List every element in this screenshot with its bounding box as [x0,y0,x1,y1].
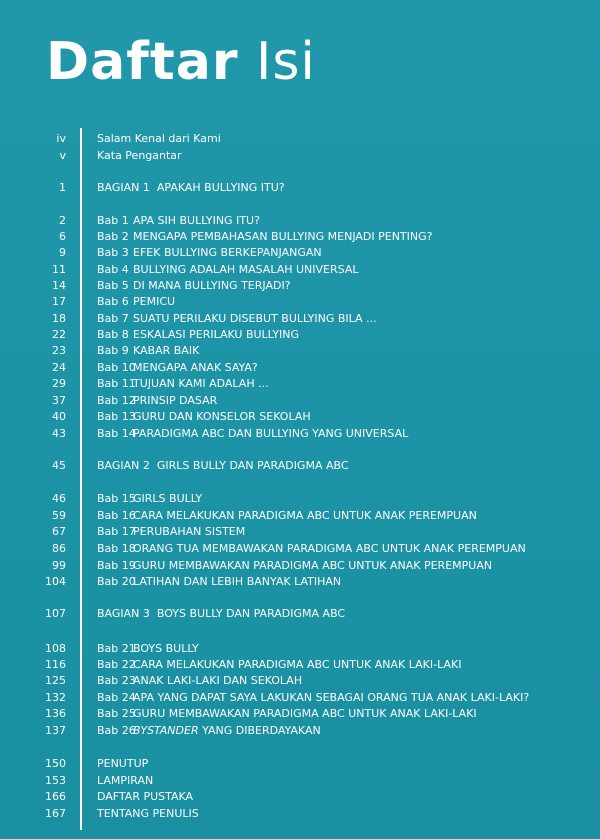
toc-title: GURU DAN KONSELOR SEKOLAH [133,410,311,423]
toc-chapter-label: Bab 21 [97,642,136,655]
toc-emphasis-text: BYSTANDER [133,724,199,737]
toc-title: CARA MELAKUKAN PARADIGMA ABC UNTUK ANAK LAKI-LAKI [133,658,462,671]
toc-entry [0,262,600,278]
toc-entry [0,641,600,657]
toc-chapter-label: Bab 10 [97,361,136,374]
toc-entry [0,789,600,805]
toc-entry-text [97,558,492,574]
toc-page-number: 116 [45,658,66,671]
toc-entry [0,393,600,409]
toc-title: CARA MELAKUKAN PARADIGMA ABC UNTUK ANAK PEREMPUAN [133,509,477,522]
toc-title: PEMICU [133,295,176,308]
toc-entry-text [97,606,345,622]
toc-title: MENGAPA PEMBAHASAN BULLYING MENJADI PENTING? [133,230,433,243]
toc-chapter-label: Bab 15 [97,492,136,505]
toc-title: PARADIGMA ABC DAN BULLYING YANG UNIVERSAL [133,427,409,440]
toc-entry-text [97,180,285,196]
toc-chapter-label: Bab 22 [97,658,136,671]
toc-entry [0,426,600,442]
toc-page-number: 67 [52,525,66,538]
toc-title: ORANG TUA MEMBAWAKAN PARADIGMA ABC UNTUK ANAK PEREMPUAN [133,542,526,555]
toc-page-number: 108 [45,642,66,655]
toc-chapter-label: Bab 17 [97,525,136,538]
toc-chapter-label: Bab 12 [97,394,136,407]
toc-page-number: 18 [52,312,66,325]
toc-entry [0,756,600,772]
toc-title: DAFTAR PUSTAKA [97,790,194,803]
toc-title: ANAK LAKI-LAKI DAN SEKOLAH [133,674,303,687]
toc-page-number: 86 [52,542,66,555]
toc-entry-text [97,723,321,739]
toc-chapter-label: Bab 18 [97,542,136,555]
toc-entry [0,327,600,343]
toc-entry [0,311,600,327]
toc-entry-text [97,327,299,343]
toc-entry [0,343,600,359]
toc-chapter-label: Bab 19 [97,559,136,572]
toc-title: BAGIAN 2 GIRLS BULLY DAN PARADIGMA ABC [97,459,349,472]
toc-title: YANG DIBERDAYAKAN [198,724,321,737]
toc-chapter-label: Bab 11 [97,377,136,390]
toc-entry-text [97,641,199,657]
toc-page-number: 99 [52,559,66,572]
toc-entry-text [97,491,202,507]
toc-entry [0,706,600,722]
toc-entry-text [97,131,221,147]
toc-page-number: 2 [59,214,66,227]
toc-title: BAGIAN 1 APAKAH BULLYING ITU? [97,181,285,194]
toc-chapter-label: Bab 4 [97,263,129,276]
toc-title: TUJUAN KAMI ADALAH ... [133,377,269,390]
toc-page-number: v [59,149,66,162]
toc-entry-text [97,148,182,164]
toc-entry [0,558,600,574]
toc-entry [0,508,600,524]
toc-chapter-label: Bab 24 [97,691,136,704]
toc-entry-text [97,245,322,261]
toc-title: GURU MEMBAWAKAN PARADIGMA ABC UNTUK ANAK PEREMPUAN [133,559,493,572]
toc-entry-text [97,278,291,294]
toc-page-number: 132 [45,691,66,704]
toc-entry-text [97,806,199,822]
toc-title: BOYS BULLY [133,642,199,655]
toc-entry [0,131,600,147]
toc-entry [0,278,600,294]
toc-page-number: 29 [52,377,66,390]
toc-title: BULLYING ADALAH MASALAH UNIVERSAL [133,263,359,276]
toc-entry [0,229,600,245]
toc-page-number: 104 [45,575,66,588]
toc-entry [0,673,600,689]
toc-page-number: 45 [52,459,66,472]
toc-entry-text [97,541,526,557]
toc-chapter-label: Bab 25 [97,707,136,720]
toc-page-number: 1 [59,181,66,194]
toc-entry-text [97,409,311,425]
toc-page-number: 43 [52,427,66,440]
toc-entry [0,806,600,822]
toc-entry [0,773,600,789]
toc-title: PENUTUP [97,757,149,770]
toc-title: APA SIH BULLYING ITU? [133,214,260,227]
toc-entry-text [97,524,245,540]
toc-title: Salam Kenal dari Kami [97,132,221,145]
toc-title: APA YANG DAPAT SAYA LAKUKAN SEBAGAI ORANG TUA ANAK LAKI-LAKI? [133,691,530,704]
toc-title: GURU MEMBAWAKAN PARADIGMA ABC UNTUK ANAK LAKI-LAKI [133,707,477,720]
toc-entry-text [97,789,193,805]
toc-title: ESKALASI PERILAKU BULLYING [133,328,300,341]
toc-chapter-label: Bab 14 [97,427,136,440]
toc-page-number: 14 [52,279,66,292]
toc-title: PRINSIP DASAR [133,394,218,407]
toc-page-number: 23 [52,344,66,357]
toc-page-number: 153 [45,774,66,787]
toc-page-number: 46 [52,492,66,505]
toc-page-number: iv [56,132,66,145]
toc-entry [0,376,600,392]
toc-chapter-label: Bab 16 [97,509,136,522]
page-title [46,30,316,94]
toc-chapter-label: Bab 9 [97,344,129,357]
toc-chapter-label: Bab 2 [97,230,129,243]
toc-page-number: 125 [45,674,66,687]
toc-entry-text [97,376,269,392]
toc-entry-text [97,294,175,310]
toc-title: SUATU PERILAKU DISEBUT BULLYING BILA ... [133,312,377,325]
toc-chapter-label: Bab 23 [97,674,136,687]
toc-page-number: 6 [59,230,66,243]
toc-entry [0,458,600,474]
toc-page-number: 24 [52,361,66,374]
toc-page-number: 22 [52,328,66,341]
toc-entry [0,606,600,622]
toc-page-number: 17 [52,295,66,308]
toc-entry [0,148,600,164]
toc-entry [0,723,600,739]
toc-title: Kata Pengantar [97,149,182,162]
toc-entry [0,524,600,540]
toc-entry [0,541,600,557]
toc-chapter-label: Bab 8 [97,328,129,341]
toc-page-number: 107 [45,607,66,620]
toc-entry-text [97,393,217,409]
toc-entry-text [97,311,377,327]
toc-title: TENTANG PENULIS [97,807,199,820]
toc-page-number: 166 [45,790,66,803]
toc-entry-text [97,458,349,474]
toc-title: LAMPIRAN [97,774,154,787]
toc-chapter-label: Bab 6 [97,295,129,308]
toc-entry [0,491,600,507]
toc-title: EFEK BULLYING BERKEPANJANGAN [133,246,322,259]
toc-page-number: 136 [45,707,66,720]
toc-title: BAGIAN 3 BOYS BULLY DAN PARADIGMA ABC [97,607,346,620]
toc-page-number: 59 [52,509,66,522]
toc-entry-text [97,229,432,245]
toc-entry-text [97,673,302,689]
toc-entry-text [97,706,477,722]
toc-chapter-label: Bab 3 [97,246,129,259]
toc-chapter-label: Bab 7 [97,312,129,325]
title-word-2: Isi [256,32,316,92]
toc-chapter-label: Bab 13 [97,410,136,423]
toc-title: DI MANA BULLYING TERJADI? [133,279,291,292]
toc-page-number: 11 [52,263,66,276]
toc-chapter-label: Bab 26 [97,724,136,737]
toc-entry-text [97,262,359,278]
toc-entry-text [97,574,341,590]
toc-title: LATIHAN DAN LEBIH BANYAK LATIHAN [133,575,342,588]
toc-entry [0,409,600,425]
toc-chapter-label: Bab 5 [97,279,129,292]
toc-entry-text [97,690,529,706]
toc-entry-text [97,213,260,229]
toc-entry-text [97,756,148,772]
toc-page-number: 9 [59,246,66,259]
toc-entry-text [97,343,199,359]
toc-title: PERUBAHAN SISTEM [133,525,246,538]
toc-page-number: 150 [45,757,66,770]
toc-entry-text [97,426,408,442]
toc-entry-text [97,773,153,789]
toc-entry [0,245,600,261]
toc-entry [0,180,600,196]
toc-entry [0,294,600,310]
toc-chapter-label: Bab 20 [97,575,136,588]
toc-page-number: 40 [52,410,66,423]
toc-page-number: 137 [45,724,66,737]
toc-entry [0,690,600,706]
toc-entry-text [97,360,258,376]
toc-title: GIRLS BULLY [133,492,203,505]
toc-title: MENGAPA ANAK SAYA? [133,361,258,374]
toc-entry-text [97,508,477,524]
toc-page-number: 167 [45,807,66,820]
toc-chapter-label: Bab 1 [97,214,129,227]
toc-entry [0,360,600,376]
toc-entry [0,657,600,673]
toc-title: KABAR BAIK [133,344,200,357]
toc-entry [0,574,600,590]
toc-entry [0,213,600,229]
title-word-1: Daftar [46,32,239,92]
toc-page-number: 37 [52,394,66,407]
toc-entry-text [97,657,461,673]
